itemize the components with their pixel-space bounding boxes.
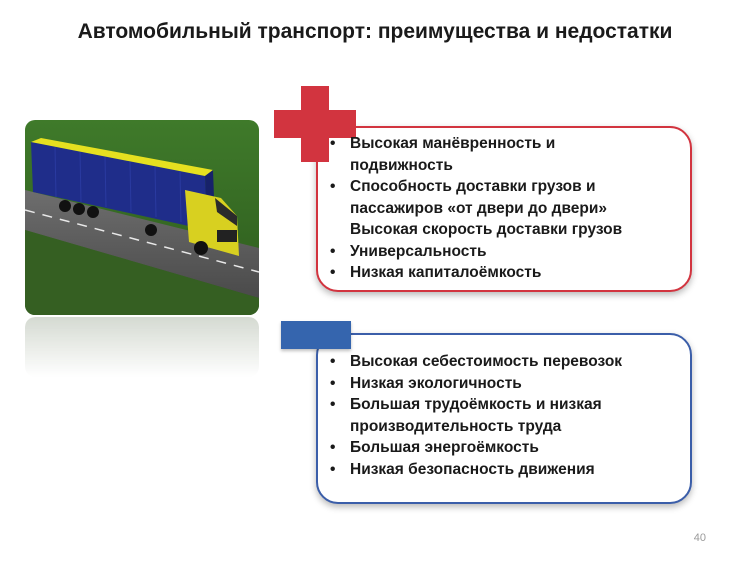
list-item: • Большая трудоёмкость и низкая <box>330 396 602 413</box>
page-number: 40 <box>693 532 706 544</box>
list-item: подвижность <box>350 156 453 174</box>
list-item: • Низкая экологичность <box>330 374 522 392</box>
list-item: • Универсальность <box>330 242 487 260</box>
truck-photo <box>25 120 259 315</box>
list-item: • Низкая капиталоёмкость <box>330 264 542 281</box>
advantages-list <box>324 133 684 284</box>
disadvantages-list <box>324 351 684 480</box>
list-item: • Высокая себестоимость перевозок <box>330 353 623 370</box>
list-item: • Высокая манёвренность и <box>330 135 556 152</box>
list-item: производительность труда <box>350 417 562 435</box>
list-item: пассажиров «от двери до двери» <box>350 199 608 217</box>
slide-title: Автомобильный транспорт: преимущества и недостатки <box>77 20 673 43</box>
list-item: Высокая скорость доставки грузов <box>350 221 623 238</box>
list-item: • Способность доставки грузов и <box>330 178 596 195</box>
list-item: • Большая энергоёмкость <box>330 439 539 456</box>
truck-photo-reflection <box>25 317 259 377</box>
list-item: • Низкая безопасность движения <box>330 460 595 478</box>
minus-icon <box>281 321 351 349</box>
